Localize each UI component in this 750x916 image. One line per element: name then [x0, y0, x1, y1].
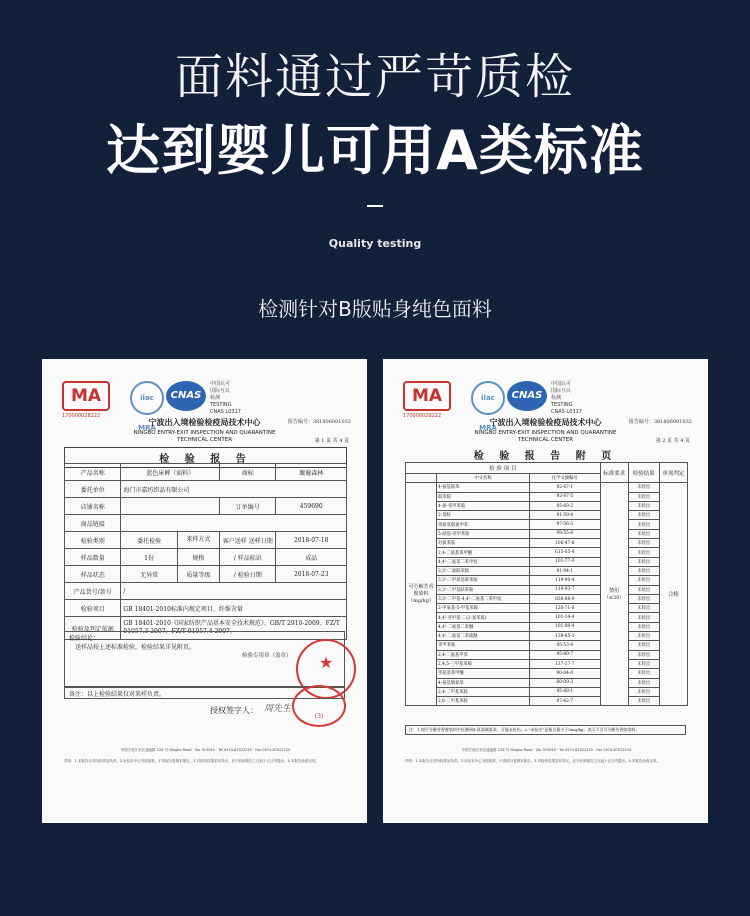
table-row: 2,4,5-三甲基苯胺 137-17-7 未检出	[406, 659, 688, 668]
footnote: 声明：1.本报告仅对所检样品负责。2.未经本中心书面批准，不得部分复制本报告。3.对检验结果若有异议，应于收到报告之日起十五日内提出。4.本报告涂改无效。	[405, 759, 660, 763]
table-row: 5-硝基-邻甲苯胺 99-55-8 未检出	[406, 529, 688, 538]
table-row: 产品名称 蓝色床裤（面料） 商标 麋鹿森林	[65, 464, 347, 481]
table-subheader: 中文名称 化学文摘编号	[406, 474, 688, 483]
table-row: 2,4-二氨基苯甲醚 615-05-4 未检出	[406, 548, 688, 557]
subtitle: 检测针对B版贴身纯色面料	[258, 297, 492, 321]
table-row: 4-氯-邻甲苯胺 95-69-2 未检出	[406, 501, 688, 510]
cnas-text: 中国认可 国际互认 检测 TESTING CNAS L0317	[551, 381, 582, 415]
org-name-en: NINGBO ENTRY-EXIT INSPECTION AND QUARANTINE TECHNICAL CENTER	[133, 430, 276, 443]
table-row: 2,6-二甲基苯胺 87-62-7 未检出	[406, 697, 688, 706]
table-row: 2-萘胺 91-59-8 未检出	[406, 511, 688, 520]
ilac-logo: ilac MRA	[130, 381, 164, 415]
cma-number: 170000028222	[62, 413, 101, 419]
cma-number: 170000028222	[403, 413, 442, 419]
cma-logo: MA	[62, 381, 110, 411]
table-row: 4,4'-亚甲基-二(2-氯苯胺) 101-14-4 未检出	[406, 613, 688, 622]
signatory-label: 授权签字人：	[210, 706, 258, 715]
table-row: 联苯胺 92-87-5 未检出	[406, 492, 688, 501]
report-title: 检 验 报 告 附 页	[473, 451, 618, 462]
page-title: 面料通过严苛质检	[174, 49, 575, 105]
table-row: 3,3'-二甲基-4,4'-二氨基二苯甲烷 838-88-0 未检出	[406, 594, 688, 603]
table-row: 3,3'-二甲基联苯胺 119-93-7 未检出	[406, 585, 688, 594]
table-row: 检验及判定依据 GB 18401-2010《国家纺织产品基本安全技术规范》、GB/T 2910-2009、FZ/T 01057.3-2007、FZ/T 01057.4-2007。	[65, 617, 347, 640]
table-row: 检验项目 GB 18401-2010标准内规定项目、纤维含量	[65, 600, 347, 617]
report-title: 检 验 报 告	[64, 447, 347, 468]
notes: 注：1.如可分解芳香胺染料中检测到4-氨基偶氮苯，可能未检出。2."未检出"是指含量小于5mg/kg，表示不含可分解芳香胺染料。	[405, 725, 686, 735]
headline: 达到婴儿可用A类标准	[106, 119, 644, 182]
table-row: 4,4'-二氨基二苯醚 101-80-4 未检出	[406, 622, 688, 631]
attachment-table	[405, 462, 688, 706]
table-row: 商品链接	[65, 515, 347, 532]
table-row: 3,3'-二甲氧基联苯胺 119-90-4 未检出	[406, 576, 688, 585]
ilac-logo: ilac MRA	[471, 381, 505, 415]
signature: 周先生	[264, 704, 292, 714]
stamp-label: 检验专用章（盖章）	[242, 653, 292, 659]
report-table	[64, 463, 347, 640]
table-row: 产品货号/款号 /	[65, 583, 347, 600]
page-number: 第 2 页 共 4 页	[655, 438, 690, 444]
table-row: 检验类别 委托检验 来样方式 客户送样 送样日期 2018-07-18	[65, 532, 347, 549]
cma-logo: MA	[403, 381, 451, 411]
conclusion: 检验结论： 送样品按上述标准检验，检验结果详见附页。	[64, 631, 345, 687]
org-name: 宁波出入境检验检疫局技术中心	[489, 417, 602, 427]
table-row: 店铺名称 订单编号 459690	[65, 498, 347, 515]
official-seal-2: (3)	[292, 685, 346, 727]
table-header: 检 验 项 目 标准要求 检验结果 单项判定	[406, 463, 688, 474]
inspection-report-attachment	[383, 359, 708, 823]
org-name-en: NINGBO ENTRY-EXIT INSPECTION AND QUARANTINE TECHNICAL CENTER	[474, 430, 617, 443]
table-row: 4,4'-二氨基二苯甲烷 101-77-9 未检出	[406, 557, 688, 566]
org-name: 宁波出入境检验检疫局技术中心	[148, 417, 261, 427]
table-row: 4,4'-二氨基二苯硫醚 139-65-1 未检出	[406, 632, 688, 641]
table-row: 样品数量 1份 规格 / 样品标识 成品	[65, 549, 347, 566]
table-row: 2,4-二氨基甲苯 95-80-7 未检出	[406, 650, 688, 659]
table-row: 邻氨基偶氮甲苯 97-56-3 未检出	[406, 520, 688, 529]
cnas-logo: CNAS	[166, 381, 206, 411]
official-seal-1: ★	[296, 639, 356, 699]
table-row: 2-甲氧基-5-甲基苯胺 120-71-8 未检出	[406, 604, 688, 613]
english-caption: Quality testing	[328, 237, 422, 250]
table-row: 2,4-二甲基苯胺 95-68-1 未检出	[406, 687, 688, 696]
table-row: 邻氨基苯甲醚 90-04-0 未检出	[406, 669, 688, 678]
cnas-text: 中国认可 国际互认 检测 TESTING CNAS L0317	[210, 381, 241, 415]
inspection-report	[42, 359, 367, 823]
table-row: 3,3'-二氯联苯胺 91-94-1 未检出	[406, 566, 688, 575]
remark: 备注：以上检验结果仅对来样负责。	[64, 687, 345, 699]
address: 中国宁波江东区通途路 228 号 Ningbo Road · Zip 315040 · Tel 0574-87022255 · Fax 0574-87022210	[461, 748, 632, 752]
report-number: 报告编号：381806001032	[287, 419, 351, 425]
cnas-logo: CNAS	[507, 381, 547, 411]
divider	[367, 205, 383, 207]
table-row: 委托单位 海门市嘉纺织品有限公司	[65, 481, 347, 498]
table-row: 可分解芳香胺染料（mg/kg） 4-氨基联苯 92-67-1 禁用（≤20） 未检出 合格	[406, 483, 688, 492]
report-number: 报告编号：381806001032	[628, 419, 692, 425]
table-row: 样品状态 无异常 质量等级 / 检验日期 2018-07-23	[65, 566, 347, 583]
table-row: 对氯苯胺 106-47-8 未检出	[406, 539, 688, 548]
table-row: 邻甲苯胺 95-53-4 未检出	[406, 641, 688, 650]
address: 中国宁波江东区通途路 228 号 Ningbo Road · Zip 315040 · Tel 0574-87022255 · Fax 0574-87022210	[120, 748, 291, 752]
table-row: 4-氨基偶氮苯 60-09-3 未检出	[406, 678, 688, 687]
footnote: 声明：1.本报告仅对所检样品负责。2.未经本中心书面批准，不得部分复制本报告。3.对检验结果若有异议，应于收到报告之日起十五日内提出。4.本报告涂改无效。	[64, 759, 319, 763]
page-number: 第 1 页 共 4 页	[314, 438, 349, 444]
